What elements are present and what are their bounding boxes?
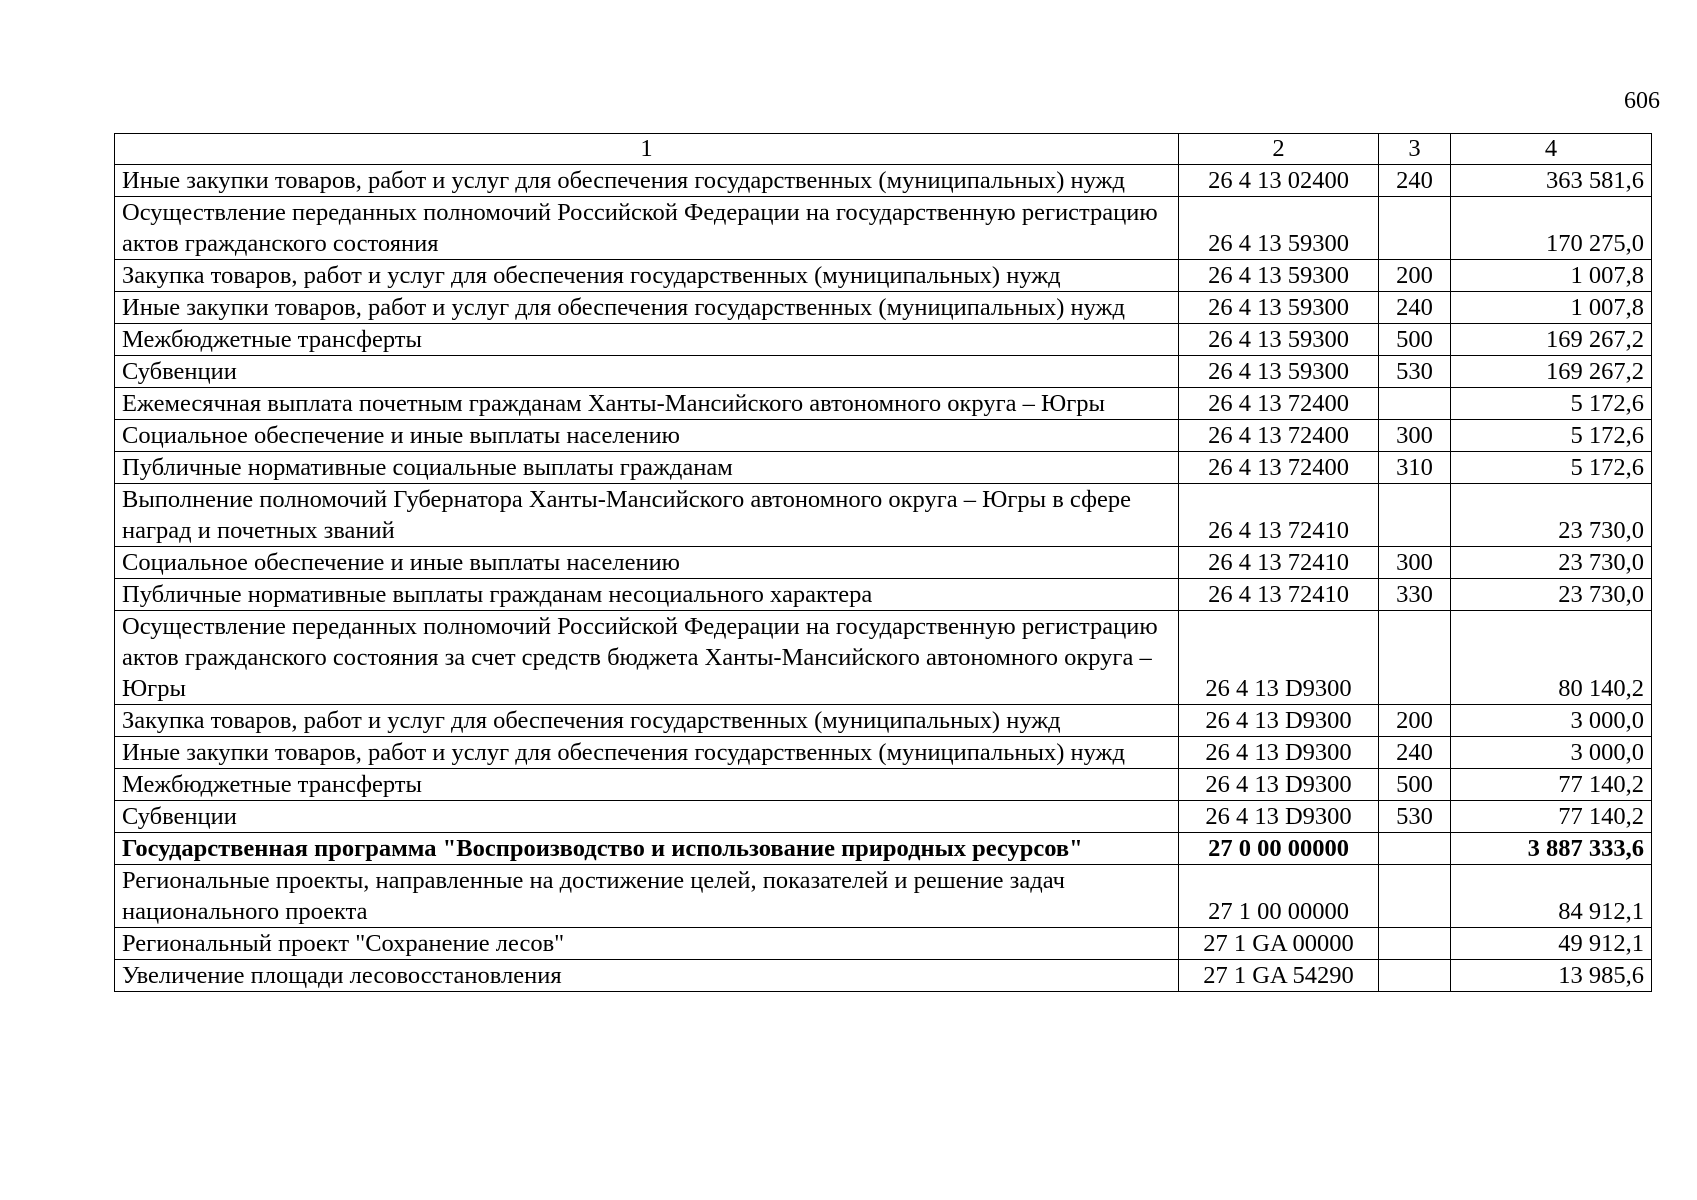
row-name-cell: Субвенции	[115, 801, 1179, 833]
row-name-cell: Иные закупки товаров, работ и услуг для обеспечения государственных (муниципальных) нужд	[115, 165, 1179, 197]
table-row	[115, 547, 1652, 579]
row-code-cell: 27 0 00 00000	[1179, 833, 1379, 865]
header-col-2: 2	[1179, 134, 1379, 165]
table-row	[115, 737, 1652, 769]
row-code-cell: 26 4 13 D9300	[1179, 737, 1379, 769]
table-body	[115, 134, 1652, 992]
row-code-cell: 26 4 13 72400	[1179, 452, 1379, 484]
row-name-cell: Увеличение площади лесовосстановления	[115, 960, 1179, 992]
table-row	[115, 769, 1652, 801]
row-amount-cell: 49 912,1	[1451, 928, 1652, 960]
table-row	[115, 960, 1652, 992]
row-name-cell: Социальное обеспечение и иные выплаты населению	[115, 420, 1179, 452]
row-code-cell: 27 1 GA 00000	[1179, 928, 1379, 960]
row-type-cell: 240	[1379, 165, 1451, 197]
row-amount-cell: 1 007,8	[1451, 292, 1652, 324]
row-code-cell: 27 1 00 00000	[1179, 865, 1379, 928]
row-amount-cell: 169 267,2	[1451, 356, 1652, 388]
row-amount-cell: 23 730,0	[1451, 547, 1652, 579]
row-code-cell: 26 4 13 02400	[1179, 165, 1379, 197]
row-name-cell: Публичные нормативные социальные выплаты гражданам	[115, 452, 1179, 484]
row-name-cell: Выполнение полномочий Губернатора Ханты-Мансийского автономного округа – Югры в сфере наград и почетных званий	[115, 484, 1179, 547]
row-name-cell: Социальное обеспечение и иные выплаты населению	[115, 547, 1179, 579]
row-amount-cell: 77 140,2	[1451, 769, 1652, 801]
row-type-cell: 200	[1379, 260, 1451, 292]
row-type-cell: 300	[1379, 420, 1451, 452]
row-amount-cell: 5 172,6	[1451, 388, 1652, 420]
row-name-cell: Государственная программа "Воспроизводство и использование природных ресурсов"	[115, 833, 1179, 865]
row-code-cell: 26 4 13 59300	[1179, 324, 1379, 356]
row-type-cell: 330	[1379, 579, 1451, 611]
row-type-cell	[1379, 928, 1451, 960]
row-amount-cell: 84 912,1	[1451, 865, 1652, 928]
page-number: 606	[1624, 88, 1660, 114]
row-amount-cell: 77 140,2	[1451, 801, 1652, 833]
row-name-cell: Региональные проекты, направленные на достижение целей, показателей и решение задач национального проекта	[115, 865, 1179, 928]
row-type-cell: 240	[1379, 292, 1451, 324]
row-name-cell: Межбюджетные трансферты	[115, 324, 1179, 356]
table-row	[115, 197, 1652, 260]
row-type-cell: 530	[1379, 356, 1451, 388]
row-name-cell: Осуществление переданных полномочий Российской Федерации на государственную регистрацию актов гражданского состояния за счет средств бюджета Ханты-Мансийского автономного округа – Югры	[115, 611, 1179, 705]
row-type-cell	[1379, 833, 1451, 865]
row-amount-cell: 13 985,6	[1451, 960, 1652, 992]
row-code-cell: 26 4 13 59300	[1179, 197, 1379, 260]
row-type-cell: 200	[1379, 705, 1451, 737]
row-code-cell: 26 4 13 72400	[1179, 388, 1379, 420]
table-row	[115, 705, 1652, 737]
row-type-cell: 500	[1379, 324, 1451, 356]
row-type-cell	[1379, 197, 1451, 260]
row-name-cell: Субвенции	[115, 356, 1179, 388]
header-col-1: 1	[115, 134, 1179, 165]
row-amount-cell: 170 275,0	[1451, 197, 1652, 260]
table-row	[115, 165, 1652, 197]
table-row	[115, 579, 1652, 611]
row-amount-cell: 80 140,2	[1451, 611, 1652, 705]
row-name-cell: Иные закупки товаров, работ и услуг для обеспечения государственных (муниципальных) нужд	[115, 737, 1179, 769]
row-type-cell	[1379, 960, 1451, 992]
table-row	[115, 452, 1652, 484]
row-amount-cell: 3 000,0	[1451, 737, 1652, 769]
budget-table	[114, 133, 1652, 992]
row-name-cell: Региональный проект "Сохранение лесов"	[115, 928, 1179, 960]
row-code-cell: 26 4 13 D9300	[1179, 801, 1379, 833]
row-type-cell: 500	[1379, 769, 1451, 801]
row-type-cell	[1379, 388, 1451, 420]
row-code-cell: 26 4 13 D9300	[1179, 611, 1379, 705]
row-code-cell: 26 4 13 59300	[1179, 356, 1379, 388]
table-header-row	[115, 134, 1652, 165]
row-name-cell: Осуществление переданных полномочий Российской Федерации на государственную регистрацию актов гражданского состояния	[115, 197, 1179, 260]
table-row	[115, 801, 1652, 833]
row-amount-cell: 23 730,0	[1451, 484, 1652, 547]
row-code-cell: 26 4 13 D9300	[1179, 705, 1379, 737]
row-amount-cell: 23 730,0	[1451, 579, 1652, 611]
row-code-cell: 27 1 GA 54290	[1179, 960, 1379, 992]
row-code-cell: 26 4 13 72410	[1179, 579, 1379, 611]
table-row	[115, 611, 1652, 705]
header-col-4: 4	[1451, 134, 1652, 165]
row-code-cell: 26 4 13 59300	[1179, 292, 1379, 324]
row-type-cell: 310	[1379, 452, 1451, 484]
row-code-cell: 26 4 13 59300	[1179, 260, 1379, 292]
table-row	[115, 865, 1652, 928]
row-type-cell	[1379, 865, 1451, 928]
row-type-cell: 240	[1379, 737, 1451, 769]
row-type-cell	[1379, 484, 1451, 547]
row-amount-cell: 3 000,0	[1451, 705, 1652, 737]
table-row	[115, 484, 1652, 547]
row-name-cell: Ежемесячная выплата почетным гражданам Ханты-Мансийского автономного округа – Югры	[115, 388, 1179, 420]
row-code-cell: 26 4 13 D9300	[1179, 769, 1379, 801]
row-amount-cell: 363 581,6	[1451, 165, 1652, 197]
row-amount-cell: 1 007,8	[1451, 260, 1652, 292]
table-row	[115, 260, 1652, 292]
row-amount-cell: 5 172,6	[1451, 420, 1652, 452]
row-code-cell: 26 4 13 72400	[1179, 420, 1379, 452]
table-row	[115, 324, 1652, 356]
row-type-cell: 300	[1379, 547, 1451, 579]
row-name-cell: Закупка товаров, работ и услуг для обеспечения государственных (муниципальных) нужд	[115, 260, 1179, 292]
row-code-cell: 26 4 13 72410	[1179, 547, 1379, 579]
row-amount-cell: 169 267,2	[1451, 324, 1652, 356]
row-name-cell: Закупка товаров, работ и услуг для обеспечения государственных (муниципальных) нужд	[115, 705, 1179, 737]
row-name-cell: Публичные нормативные выплаты гражданам несоциального характера	[115, 579, 1179, 611]
header-col-3: 3	[1379, 134, 1451, 165]
table-row	[115, 420, 1652, 452]
table-row	[115, 833, 1652, 865]
row-name-cell: Межбюджетные трансферты	[115, 769, 1179, 801]
table-row	[115, 388, 1652, 420]
row-code-cell: 26 4 13 72410	[1179, 484, 1379, 547]
row-amount-cell: 5 172,6	[1451, 452, 1652, 484]
table-row	[115, 928, 1652, 960]
row-name-cell: Иные закупки товаров, работ и услуг для обеспечения государственных (муниципальных) нужд	[115, 292, 1179, 324]
table-row	[115, 356, 1652, 388]
row-type-cell: 530	[1379, 801, 1451, 833]
row-type-cell	[1379, 611, 1451, 705]
table-row	[115, 292, 1652, 324]
row-amount-cell: 3 887 333,6	[1451, 833, 1652, 865]
